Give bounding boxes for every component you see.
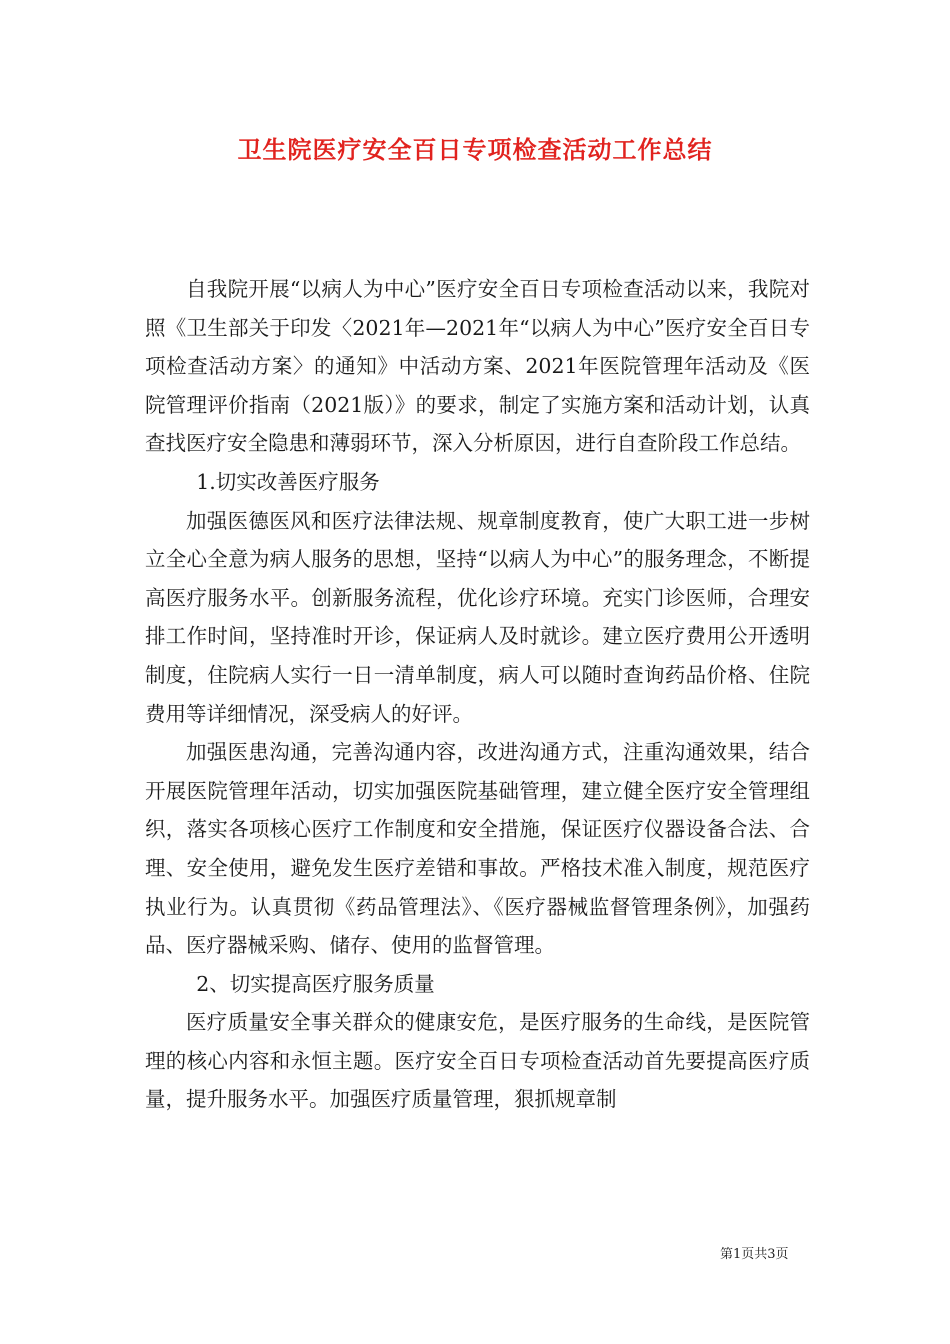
paragraph: 医疗质量安全事关群众的健康安危，是医疗服务的生命线，是医院管理的核心内容和永恒主题。医疗安全百日专项检查活动首先要提高医疗质量，提升服务水平。加强医疗质量管理，狠抓规章制: [145, 1010, 810, 1112]
document-body: [145, 270, 810, 1119]
paragraph: 加强医患沟通，完善沟通内容，改进沟通方式，注重沟通效果，结合开展医院管理年活动，切实加强医院基础管理，建立健全医疗安全管理组织，落实各项核心医疗工作制度和安全措施，保证医疗仪器设备合法、合理、安全使用，避免发生医疗差错和事故。严格技术准入制度，规范医疗执业行为。认真贯彻《药品管理法》、《医疗器械监督管理条例》，加强药品、医疗器械采购、储存、使用的监督管理。: [145, 740, 810, 958]
paragraph: 加强医德医风和医疗法律法规、规章制度教育，使广大职工进一步树立全心全意为病人服务的思想，坚持“以病人为中心”的服务理念，不断提高医疗服务水平。创新服务流程，优化诊疗环境。充实门诊医师，合理安排工作时间，坚持准时开诊，保证病人及时就诊。建立医疗费用公开透明制度，住院病人实行一日一清单制度，病人可以随时查询药品价格、住院费用等详细情况，深受病人的好评。: [145, 508, 810, 726]
page-number-footer: 第1页共3页: [720, 1247, 789, 1262]
section-heading: 2、切实提高医疗服务质量: [196, 971, 435, 996]
document-title: 卫生院医疗安全百日专项检查活动工作总结: [237, 135, 713, 164]
paragraph: 自我院开展“以病人为中心”医疗安全百日专项检查活动以来，我院对照《卫生部关于印发〈2021年—2021年“以病人为中心”医疗安全百日专项检查活动方案〉的通知》中活动方案、2021年医院管理年活动及《医院管理评价指南（2021版）》的要求，制定了实施方案和活动计划，认真查找医疗安全隐患和薄弱环节，深入分析原因，进行自查阶段工作总结。: [145, 277, 810, 456]
section-heading: 1.切实改善医疗服务: [196, 469, 380, 494]
